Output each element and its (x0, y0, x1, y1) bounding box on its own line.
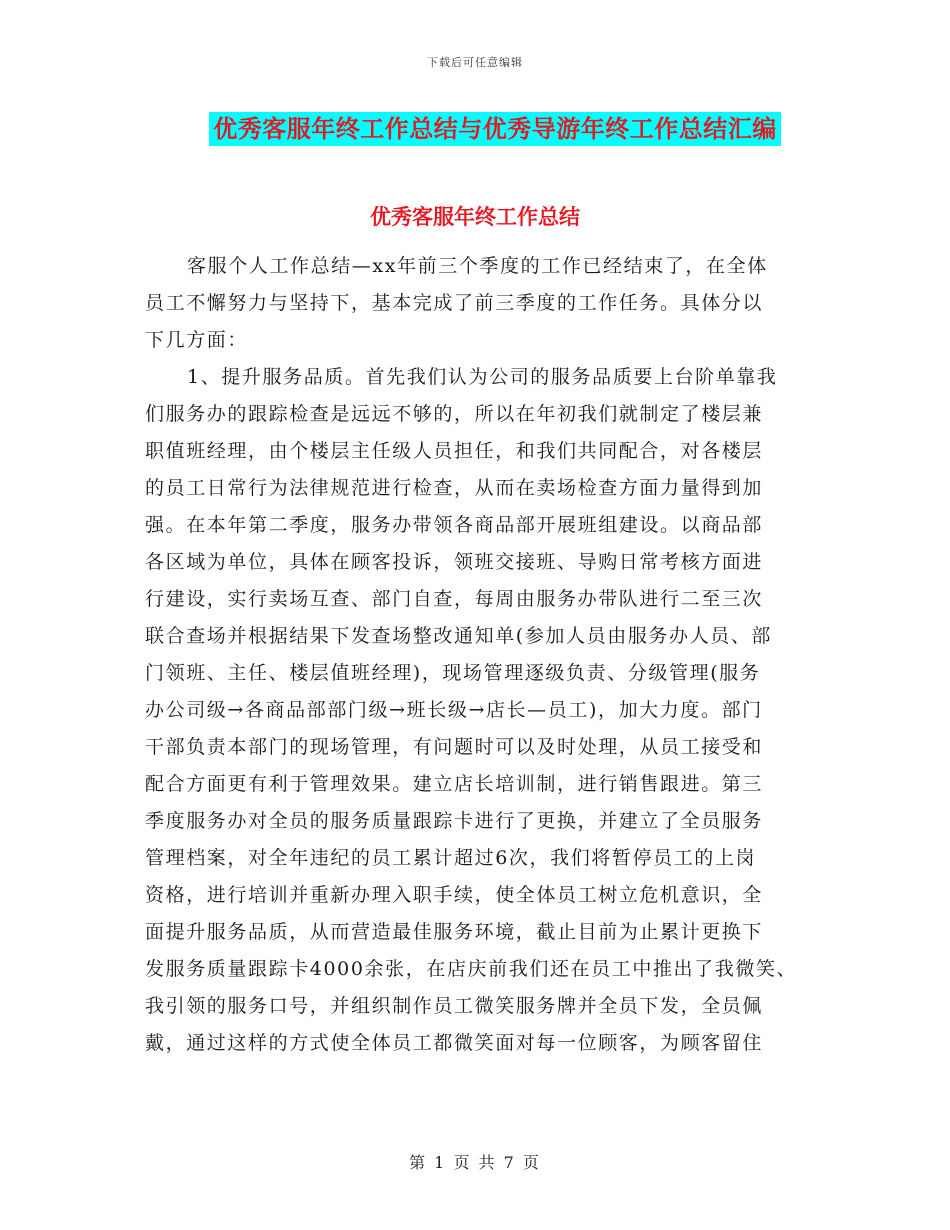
paragraph-line: 职值班经理，由个楼层主任级人员担任，和我们共同配合，对各楼层 (145, 440, 764, 462)
header-note: 下载后可任意编辑 (427, 56, 523, 69)
paragraph-line: 联合查场并根据结果下发查场整改通知单(参加人员由服务办人员、部 (145, 625, 773, 647)
paragraph-line: 资格，进行培训并重新办理入职手续，使全体员工树立危机意识，全 (145, 884, 764, 906)
paragraph-line: 季度服务办对全员的服务质量跟踪卡进行了更换，并建立了全员服务 (145, 810, 764, 832)
page-footer: 第 1 页 共 7 页 (409, 1153, 541, 1172)
paragraph-line: 强。在本年第二季度，服务办带领各商品部开展班组建设。以商品部 (145, 514, 764, 536)
paragraph-line: 员工不懈努力与坚持下，基本完成了前三季度的工作任务。具体分以 (145, 292, 764, 314)
paragraph-line: 发服务质量跟踪卡4000余张，在店庆前我们还在员工中推出了我微笑、 (145, 958, 798, 980)
paragraph-line: 下几方面： (145, 329, 249, 351)
paragraph-line: 各区域为单位，具体在顾客投诉，领班交接班、导购日常考核方面进 (145, 551, 764, 573)
paragraph-line: 办公司级→各商品部部门级→班长级→店长—员工)，加大力度。部门 (145, 699, 763, 721)
paragraph-line: 干部负责本部门的现场管理，有问题时可以及时处理，从员工接受和 (145, 736, 764, 758)
paragraph-line: 1、提升服务品质。首先我们认为公司的服务品质要上台阶单靠我 (187, 366, 778, 388)
paragraph-line: 客服个人工作总结—xx年前三个季度的工作已经结束了，在全体 (187, 255, 768, 277)
paragraph-line: 面提升服务品质，从而营造最佳服务环境，截止目前为止累计更换下 (145, 921, 764, 943)
main-title-wrap (0, 112, 950, 146)
paragraph-line: 戴，通过这样的方式使全体员工都微笑面对每一位顾客，为顾客留住 (145, 1032, 764, 1054)
paragraph-line: 门领班、主任、楼层值班经理)，现场管理逐级负责、分级管理(服务 (145, 662, 761, 684)
paragraph-line: 们服务办的跟踪检查是远远不够的，所以在年初我们就制定了楼层兼 (145, 403, 764, 425)
section-title: 优秀客服年终工作总结 (370, 205, 580, 229)
paragraph-line: 行建设，实行卖场互查、部门自查，每周由服务办带队进行二至三次 (145, 588, 764, 610)
paragraph-line: 我引领的服务口号，并组织制作员工微笑服务牌并全员下发，全员佩 (145, 995, 764, 1017)
paragraph-line: 配合方面更有利于管理效果。建立店长培训制，进行销售跟进。第三 (145, 773, 764, 795)
body-text (145, 248, 810, 1062)
main-title: 优秀客服年终工作总结与优秀导游年终工作总结汇编 (209, 112, 781, 146)
paragraph-line: 管理档案，对全年违纪的员工累计超过6次，我们将暂停员工的上岗 (145, 847, 757, 869)
paragraph-line: 的员工日常行为法律规范进行检查，从而在卖场检查方面力量得到加 (145, 477, 764, 499)
